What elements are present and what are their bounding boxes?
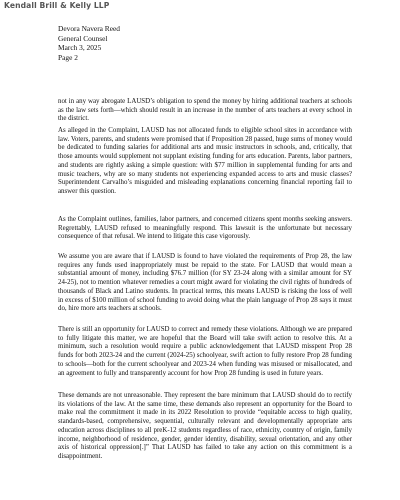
letter-header-block	[58, 24, 258, 62]
letter-date: March 3, 2025	[58, 43, 102, 53]
paragraph-text: There is still an opportunity for LAUSD to correct and remedy these violations. Although we are prepared to fully litigate this matter, we are hopeful that the Board will take swift action to resolve this. At a minimum, such a resolution would require a public acknowledgement that LAUSD misspent Prop 28 funds for both 2023-24 and the current (2024-25) schoolyear, swift action to fully restore Prop 28 funding to schools—both for the current schoolyear and 2023-24 when funding was misused or misallocated, and an agreement to fully and transparently account for how Prop 28 funding is used in future years.	[58, 326, 352, 377]
paragraph-financial-consequences	[58, 253, 352, 314]
recipient-title: General Counsel	[58, 33, 108, 43]
paragraph-text: not in any way abrogate LAUSD’s obligation to spend the money by hiring additional teachers at schools as the law sets forth—which should result in an increase in the number of arts teachers at every school in the district.	[58, 98, 352, 123]
firm-name-header: Kendall Brill & Kelly LLP	[4, 1, 110, 10]
paragraph-opportunity-to-remedy	[58, 326, 352, 378]
paragraph-text: These demands are not unreasonable. They represent the bare minimum that LAUSD should do to rectify its violations of the law. At the same time, these demands also represent an opportunity for the Board to make real the commitment it made in its 2022 Resolution to provide “equitable access to high quality, standards-based, comprehensive, sequential, culturally relevant and developmentally appropriate arts education across disciplines to all preK-12 students regardless of race, ethnicity, country of origin, family income, neighborhood of residence, gender, gender identity, disability, sexual orientation, and any other axis of historical oppression[.]” That LAUSD has failed to take any action on this commitment is a disappointment.	[58, 392, 352, 460]
paragraph-complaint-outline	[58, 216, 352, 242]
paragraph-text: As alleged in the Complaint, LAUSD has not allocated funds to eligible school sites in accordance with law. Voters, parents, and students were promised that if Proposition 28 passed, huge sums of money would be dedicated to funding salaries for additional arts and music instructors in schools, and, critically, that those amounts would supplement not supplant existing funding for arts education. Parents, labor partners, and students are rightly asking a simple question: with $77 million in supplemental funding for arts and music teachers, why are so many students not experiencing expanded access to arts and music classes? Superintendent Carvalho’s misguided and misleading explanations concerning financial reporting fail to answer this question.	[58, 127, 352, 195]
page-number: Page 2	[58, 52, 78, 62]
paragraph-text: As the Complaint outlines, families, labor partners, and concerned citizens spent months seeking answers. Regrettably, LAUSD refused to meaningfully respond. This lawsuit is the unfortunate but necessary consequence of that refusal. We intend to litigate this case vigorously.	[58, 216, 352, 241]
paragraph-demands	[58, 392, 352, 462]
paragraph-continuation	[58, 98, 352, 124]
paragraph-text: We assume you are aware that if LAUSD is found to have violated the requirements of Prop 28, the law requires any funds used inappropriately must be repaid to the state. For LAUSD that would mean a substantial amount of money, including $76.7 million (for SY 23-24 along with a similar amount for SY 24-25), not to mention whatever remedies a court might award for violating the civil rights of hundreds of thousands of Black and Latino students. In practical terms, this means LAUSD is risking the loss of well in excess of $100 million of school funding to avoid doing what the plain language of Prop 28 says it must do, hire more arts teachers at schools.	[58, 253, 352, 313]
recipient-name: Devora Navera Reed	[58, 24, 120, 33]
paragraph-complaint-allegations	[58, 127, 352, 197]
